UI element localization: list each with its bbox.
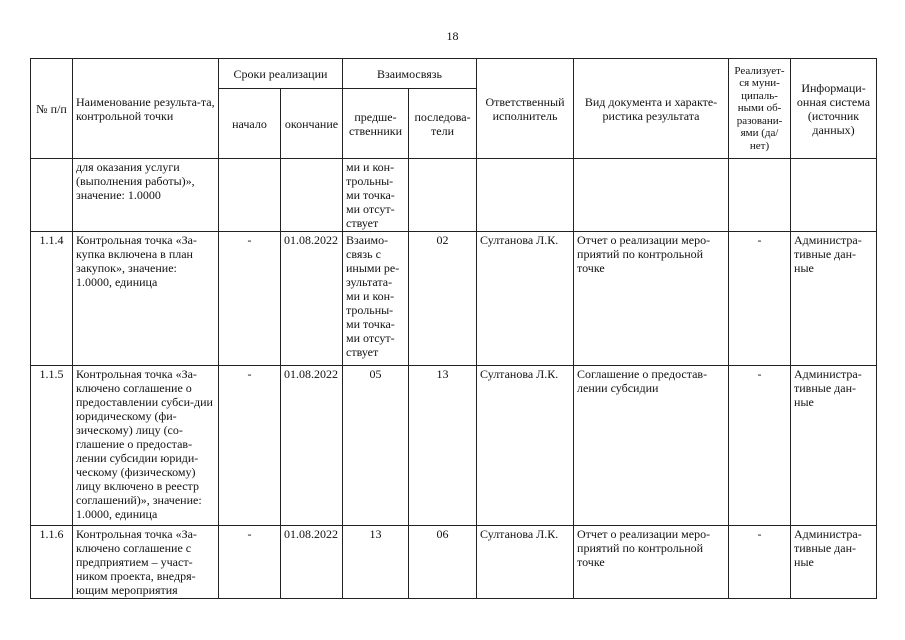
- table-row: [31, 526, 877, 599]
- header-munic: Реализует-ся муни-ципаль-ными об-разовани-ями (да/нет): [729, 59, 791, 159]
- cell-start: -: [219, 526, 281, 599]
- cell-munic: -: [729, 366, 791, 526]
- header-row-1: [31, 59, 877, 89]
- cell-end: 01.08.2022: [281, 526, 343, 599]
- header-pred: предше-ственники: [343, 89, 409, 159]
- cell-resp: [477, 159, 574, 232]
- cell-num: [31, 159, 73, 232]
- cell-succ: 13: [409, 366, 477, 526]
- cell-resp: Султанова Л.К.: [477, 526, 574, 599]
- cell-info: Администра-тивные дан-ные: [791, 366, 877, 526]
- cell-pred: 13: [343, 526, 409, 599]
- cell-start: -: [219, 366, 281, 526]
- cell-name: для оказания услуги (выполнения работы)», значение: 1.0000: [73, 159, 219, 232]
- cell-info: Администра-тивные дан-ные: [791, 232, 877, 366]
- cell-pred: ми и кон-трольны-ми точка-ми отсут-ствует: [343, 159, 409, 232]
- cell-num: 1.1.5: [31, 366, 73, 526]
- cell-info: [791, 159, 877, 232]
- cell-munic: [729, 159, 791, 232]
- cell-pred: 05: [343, 366, 409, 526]
- cell-start: -: [219, 232, 281, 366]
- header-succ: последова-тели: [409, 89, 477, 159]
- control-points-table: [30, 58, 877, 599]
- cell-doc: [574, 159, 729, 232]
- header-info: Информаци-онная система (источник данных): [791, 59, 877, 159]
- cell-succ: 06: [409, 526, 477, 599]
- cell-name: Контрольная точка «За-ключено соглашение о предоставлении субси-дии юридическому (фи-зическому) лицу (со-глашение о предостав-лении субсидии юриди-ческому (физическому) лицу включено в реестр соглашений)», значение: 1.0000, единица: [73, 366, 219, 526]
- header-link: Взаимосвязь: [343, 59, 477, 89]
- header-resp: Ответственный исполнитель: [477, 59, 574, 159]
- cell-munic: -: [729, 526, 791, 599]
- cell-name: Контрольная точка «За-ключено соглашение с предприятием – участ-ником проекта, внедря-ющим мероприятия: [73, 526, 219, 599]
- cell-succ: [409, 159, 477, 232]
- table-row: [31, 159, 877, 232]
- cell-succ: 02: [409, 232, 477, 366]
- cell-end: 01.08.2022: [281, 232, 343, 366]
- cell-start: [219, 159, 281, 232]
- cell-end: [281, 159, 343, 232]
- cell-info: Администра-тивные дан-ные: [791, 526, 877, 599]
- table-row: [31, 366, 877, 526]
- cell-pred: Взаимо-связь с иными ре-зультата-ми и кон-трольны-ми точка-ми отсут-ствует: [343, 232, 409, 366]
- cell-num: 1.1.6: [31, 526, 73, 599]
- header-end: окончание: [281, 89, 343, 159]
- cell-doc: Отчет о реализации меро-приятий по контрольной точке: [574, 526, 729, 599]
- cell-doc: Соглашение о предостав-лении субсидии: [574, 366, 729, 526]
- header-name: Наименование результа-та, контрольной точки: [73, 59, 219, 159]
- cell-doc: Отчет о реализации меро-приятий по контрольной точке: [574, 232, 729, 366]
- header-terms: Сроки реализации: [219, 59, 343, 89]
- cell-end: 01.08.2022: [281, 366, 343, 526]
- header-doc: Вид документа и характе-ристика результата: [574, 59, 729, 159]
- cell-num: 1.1.4: [31, 232, 73, 366]
- cell-name: Контрольная точка «За-купка включена в план закупок», значение: 1.0000, единица: [73, 232, 219, 366]
- cell-munic: -: [729, 232, 791, 366]
- cell-resp: Султанова Л.К.: [477, 232, 574, 366]
- header-start: начало: [219, 89, 281, 159]
- page-number: 18: [446, 29, 459, 43]
- header-num: № п/п: [31, 59, 73, 159]
- table-row: [31, 232, 877, 366]
- cell-resp: Султанова Л.К.: [477, 366, 574, 526]
